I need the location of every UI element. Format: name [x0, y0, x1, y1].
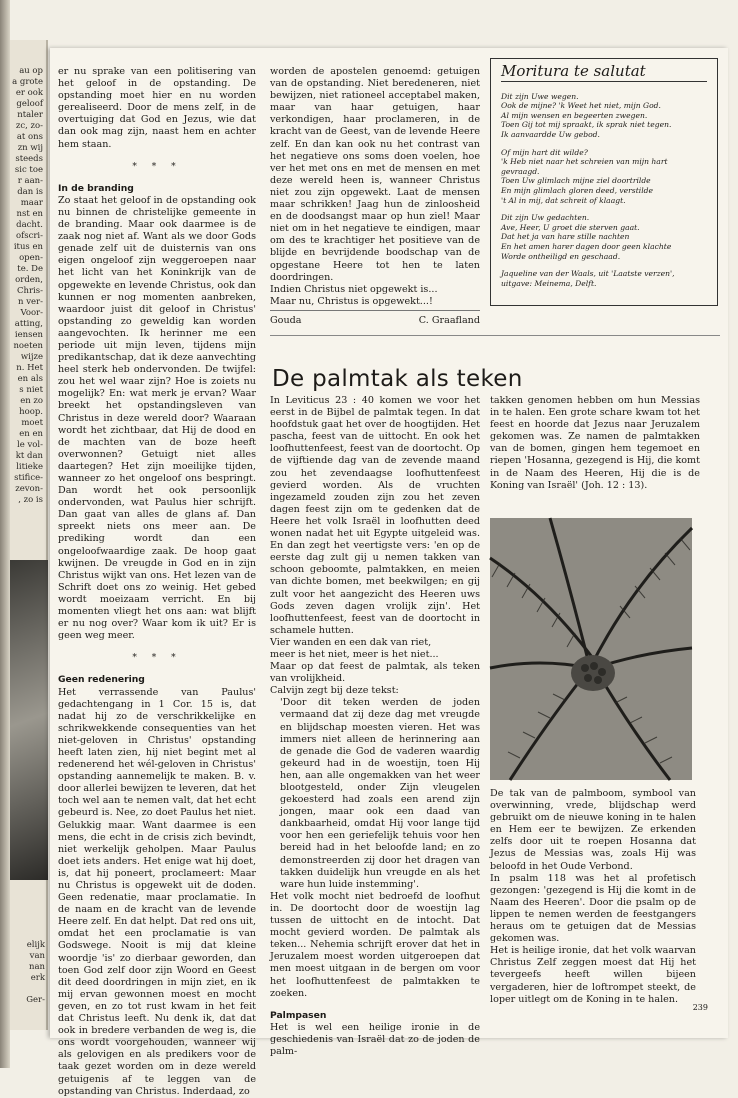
previous-page-fragment: , zo is [18, 495, 43, 505]
psalm-paragraph: In psalm 118 was het al profetisch gezongen: 'gezegend is Hij die komt in de Naam des Heeren'. Door die psalm op de lippen te nemen werden de feestgangers heraus om te getuigen dat de Messias gekomen was. [490, 872, 696, 945]
palm-fronds-image [490, 518, 692, 780]
poem-line: 't Al in mij, dat schreit of klaagt. [501, 195, 626, 205]
closing-line-2: Maar nu, Christus is opgewekt...! [270, 295, 433, 307]
previous-page-fragment: elijk [26, 940, 45, 950]
previous-page-fragment: zc, zo- [15, 121, 43, 131]
previous-page-fragment: sic toe [14, 165, 43, 175]
column-4 [490, 395, 700, 492]
previous-page-fragment: en als [17, 374, 43, 384]
previous-page-fragment: n. Het [16, 363, 43, 373]
palmtak-line: Maar op dat feest de palmtak, als teken van vrolijkheid. [270, 661, 480, 685]
previous-page-fragment: atting, [14, 319, 43, 329]
poem-line: Ave, Heer, U groet die sterven gaat. [501, 222, 640, 232]
previous-page-fragment: ofscri- [15, 231, 43, 241]
previous-page-fragment: wijze [20, 352, 43, 362]
palmpasen-paragraph: Het is wel een heilige ironie in de geschiedenis van Israël dat zo de joden de palm- [270, 1021, 480, 1057]
section-divider: * * * [132, 653, 182, 664]
poem-stanza-2 [501, 148, 707, 206]
previous-page-fragment: Chris- [17, 286, 43, 296]
divider-line [270, 335, 720, 336]
author: C. Graafland [418, 315, 480, 326]
previous-page-fragment: moet [21, 418, 43, 428]
poem-line: Toen Uw glimlach mijne ziel doortrilde [501, 176, 651, 186]
column-2 [270, 66, 480, 308]
previous-page-fragment: en zo [20, 396, 43, 406]
previous-page-fragment: litieke [16, 462, 43, 472]
heading-geen-redenering: Geen redenering [58, 674, 145, 686]
previous-page-fragment: le vol- [17, 440, 43, 450]
poem-credit: Jaqueline van der Waals, uit 'Laatste verzen', uitgave: Meinema, Delft. [501, 269, 675, 288]
redenering-paragraph: Het verrassende van Paulus' gedachtengang in 1 Cor. 15 is, dat nadat hij zo de verschrikkelijke en schrikwekkende consequenties van het niet-geloven in Christus' opstanding heeft laten zien, hij niet begint met al redenerend het wél-geloven in Christus' opstanding aannemelijk te maken. B. v. door allerlei bewijzen te leveren, dat het toch wel aan te nemen valt, dat het echt gebeurd is. Nee, zo doet Paulus het niet. Gelukkig maar. Want daarmee is een mens, die echt in de crisis zich bevindt, niet werkelijk geholpen. Maar Paulus doet iets anders. Het enige wat hij doet, is, dat hij poneert, proclameert: Maar nu Christus is opgewekt uit de doden. Geen redenatie, maar proclamatie. In de naam en de kracht van de levende Heere zelf. En dat helpt. Dat red ons uit, omdat het een proclamatie is van Godswege. Nooit is mij dat kleine woordje 'is' zo dierbaar geworden, dan toen God zelf door zijn Woord en Geest dit deed doordringen in mijn ziet, en ik mij ervan gewonnen moest en mocht geven, en zo tot rust kwam in het feit dat Christus leeft. Nu denk ik, dat dat ook in bredere verbanden de weg is, die ons wordt voorgehouden, wanneer wij als gelovigen en als predikers voor de taak gezet worden om in deze wereld getuigenis af te leggen van de opstanding van Christus. Inderdaad, zo [58, 686, 257, 1097]
column-4-bottom [490, 788, 696, 1006]
poem-box [490, 58, 718, 306]
poem-line: 'k Heb niet naar het schreien van mijn hart gevraagd. [501, 157, 668, 176]
calvijn-line: Calvijn zegt bij deze tekst: [270, 685, 399, 697]
place: Gouda [270, 315, 302, 326]
previous-page-fragment: zn wij [17, 143, 43, 153]
branding-paragraph: Zo staat het geloof in de opstanding ook nu binnen de christelijke gemeente in de branding. Maar ook daarmee is de zaak nog niet af. Want als we door Gods genade zelf uit de duisternis van ons eigen ongeloof zijn weggeroepen naar het licht van het Koninkrijk van de opgewekte en levende Christus, ook dan kunnen er nog momenten aanbreken, waardoor juist dit geloof in Christus' opstanding zo geweldig kan worden aangevochten. Ik herinner me een periode uit mijn leven, tijdens mijn predikantschap, dat ik deze aanvechting heel sterk heb ondervonden. De twijfel: zou het wel waar zijn? Hoe is zoiets nu mogelijk? En: wat merk je ervan? Waar breekt het opstandingsleven van Christus in deze wereld door? Waaraan wordt het zichtbaar, dat Hij de dood en de machten van de boze heeft overwonnen? Getuigt niet alles daartegen? Het zijn moeilijke tijden, wanneer zo het ongeloof ons bespringt. Dan wordt het ook persoonlijk ondervonden, wat Paulus hier schrijft. Dan gaat van alles de glans af. Dan spreekt niets ons meer aan. De prediking wordt dan een ongeloofwaardige zaak. De hoop gaat kwijnen. De vreugde in God en in zijn Christus wijkt van ons. Het lezen van de Schrift doet ons zo weinig. Het gebed wordt moeizaam verricht. En bij momenten vliegt het ons aan: wat blijft er nu nog over? Waar kom ik uit? Er is geen weg meer. [58, 194, 256, 642]
poem-line: Dit zijn Uwe wegen. [501, 91, 579, 101]
closing-line-1: Indien Christus niet opgewekt is... [270, 283, 438, 295]
poem-line: Dat het ja van hare stille nachten [501, 232, 630, 242]
poem-line: Al mijn wensen en begeerten zwegen. [501, 110, 648, 120]
previous-page-fragment: maar [20, 198, 43, 208]
previous-page-photo [10, 560, 48, 880]
previous-page-fragment: at ons [16, 132, 43, 142]
previous-page-fragment: open- [19, 253, 43, 263]
page-number: 239 [692, 1003, 708, 1012]
magazine-page [50, 48, 728, 1097]
poem-line: Ook de mijne? 'k Weet het niet, mijn God. [501, 101, 661, 111]
previous-page-fragment: dacht. [16, 220, 43, 230]
section-divider: * * * [132, 161, 182, 172]
poem-line: Of mijn hart dit wilde? [501, 147, 588, 157]
previous-page-fragment: er ook [15, 88, 43, 98]
poem-title: Moritura te salutat [501, 67, 707, 82]
palm-tree-photo [490, 518, 692, 780]
article-headline: De palmtak als teken [272, 366, 523, 392]
author-signature [270, 310, 480, 326]
verse-line-2: meer is het niet, meer is het niet... [270, 648, 439, 660]
poem-line: Dit zijn Uw gedachten. [501, 213, 590, 223]
poem-line: En mijn glimlach gloren deed, verstilde [501, 185, 653, 195]
previous-page-fragment: n ver- [18, 297, 43, 307]
previous-page-fragment: iensen [14, 330, 43, 340]
previous-page-fragment: dan is [17, 187, 43, 197]
previous-page-fragment [10, 984, 48, 995]
verse-line-1: Vier wanden en een dak van riet, [270, 636, 432, 648]
poem-line: En het amen harer dagen door geen klachte [501, 241, 672, 251]
previous-page-fragment: kt dan [15, 451, 43, 461]
previous-page-fragment: ntaler [17, 110, 43, 120]
column-1 [58, 66, 256, 1098]
heading-in-de-branding: In de branding [58, 182, 134, 194]
previous-page-fragment: a grote [12, 77, 43, 87]
previous-page-fragment: geloof [16, 99, 43, 109]
previous-page-fragment: stifice- [14, 473, 43, 483]
previous-page-text [10, 40, 46, 506]
hosanna-paragraph: takken genomen hebben om hun Messias in te halen. Een grote schare kwam tot het feest en hoorde dat Jezus naar Jeruzalem gekomen was. Ze namen de palmtakken van de bomen, gingen hem tegemoet en riepen 'Hosanna, gezegend is Hij, die komt in de Naam des Heeren, Hij die is de Koning van Israël' (Joh. 12 : 13). [490, 395, 700, 491]
leviticus-paragraph: In Leviticus 23 : 40 komen we voor het eerst in de Bijbel de palmtak tegen. In dat hoofdstuk gaat het over de hoogtijden. Het pascha, feest van de uittocht. En ook het loofhuttenfeest, feest van de doortocht. Op de vijftiende dag van de zevende maand zou het zevendaagse loofhuttenfeest gevierd worden. Als de vruchten ingezameld zouden zijn zou het zeven dagen feest zijn om te gedenken dat de Heere het volk Israël in loofhutten deed wonen nadat het uit Egypte uitgeleid was. En dan zegt het veertigste vers: 'en op de eerste dag zult gij u nemen takken van schoon geboomte, palmtakken, en meien van dichte bomen, met beekwilgen; en gij zult voor het aangezicht des Heeren uws Gods zeven dagen vrolijk zijn'. Het loofhuttenfeest, feest van de doortocht in schamele hutten. [270, 395, 480, 636]
poem-line: Ik aanvaardde Uw gebod. [501, 129, 600, 139]
previous-page-fragment: erk [30, 973, 45, 983]
calvijn-quote: 'Door dit teken werden de joden vermaand dat zij deze dag met vreugde en blijdschap moesten vieren. Het was immers niet alleen de herinnering aan de genade die God de vaderen waardig gekeurd had in de woestijn, toen Hij hen, aan alle ongemakken van het weer blootgesteld, onder Zijn vleugelen gekoesterd had zoals een arend zijn jongen, maar ook een daad van dankbaarheid, omdat Hij voor lange tijd voor hen een geriefelijk tehuis voor hen bereid had in het beloofde land; en zo demonstreerden zij door het dragen van takken duidelijk hun vreugde en als het ware hun luide instemming'. [280, 697, 480, 890]
poem-stanza-1 [501, 92, 707, 140]
ironie-paragraph: Het is heilige ironie, dat het volk waarvan Christus Zelf zeggen moest dat Hij het tevergeefs heeft willen bijeen vergaderen, hier de loftrompet steekt, de loper uitlegt om de Koning in te halen. [490, 945, 696, 1005]
poem-line: Toen Gij tot mij spraakt, ik sprak niet tegen. [501, 120, 672, 130]
previous-page-fragment: r aan- [17, 176, 43, 186]
previous-page-fragment: hoop. [19, 407, 43, 417]
previous-page-fragment: s niet [19, 385, 43, 395]
previous-page-fragment: orden, [15, 275, 43, 285]
previous-page-fragment: nst en [16, 209, 43, 219]
previous-page-fragment: zevon- [15, 484, 43, 494]
previous-page-fragment: noeten [13, 341, 43, 351]
previous-page-fragment: itus en [13, 242, 43, 252]
heading-palmpasen: Palmpasen [270, 1009, 327, 1021]
nehemia-paragraph: Het volk mocht niet bedroefd de loofhut in. De doortocht door de woestijn lag tussen de uittocht en de intocht. Dat mocht gevierd worden. De palmtak als teken... Nehemia schrijft erover dat het in Jeruzalem moest worden uitgeroepen dat men moest uitgaan in de bergen om voor het loofhuttenfeest de palmtakken te zoeken. [270, 890, 480, 999]
previous-page-bottom-text [10, 940, 48, 1006]
getuigen-paragraph: worden de apostelen genoemd: getuigen van de opstanding. Niet beredeneren, niet bewijzen, niet rationeel acceptabel maken, maar van haar getuigen, haar verkondigen, haar proclameren, in de kracht van de Geest, van de levende Heere zelf. En dan kan ook nu het contrast van het negatieve ons soms doen voelen, hoe ver het met ons en met de mensen en met deze wereld heen is, wanneer Christus niet zou zijn opgewekt. Laat de mensen maar schrikken! Jaag hun de zinloosheid en de doodsangst maar op hun ziel! Maar niet om in het negatieve te eindigen, maar om des te krachtiger het positieve van de blijde en bevrijdende boodschap van de opgestane Heere tot hen te laten doordringen. [270, 66, 480, 283]
previous-page-fragment: au op [19, 66, 43, 76]
previous-page-fragment: nan [28, 962, 45, 972]
previous-page-fragment: te. De [17, 264, 43, 274]
previous-page-fragment: en en [19, 429, 43, 439]
column-3 [270, 395, 480, 1058]
poem-line: Worde ontheiligd en geschaad. [501, 251, 621, 261]
intro-paragraph: er nu sprake van een politisering van het geloof in de opstanding. De opstanding moet hier en nu worden gerealiseerd. Door de mens zelf, in de overtuiging dat God en Jezus, wie dat dan ook mag zijn, naast hem en achter hem staan. [58, 66, 256, 150]
previous-page-fragment: van [29, 951, 45, 961]
previous-page-fragment: Ger- [26, 995, 45, 1005]
previous-page-fragment: steeds [15, 154, 43, 164]
previous-page-edge [10, 40, 48, 1030]
previous-page-fragment: Voor- [20, 308, 43, 318]
book-spine [0, 0, 10, 1068]
poem-stanza-3 [501, 213, 707, 261]
photo-caption: De tak van de palmboom, symbool van overwinning, vrede, blijdschap werd gebruikt om de nieuwe koning in te halen en Hem eer te bewijzen. Ze erkenden zelfs door uit te roepen Hosanna dat Jezus de Messias was, zoals Hij was beloofd in het Oude Verbond. [490, 788, 696, 872]
